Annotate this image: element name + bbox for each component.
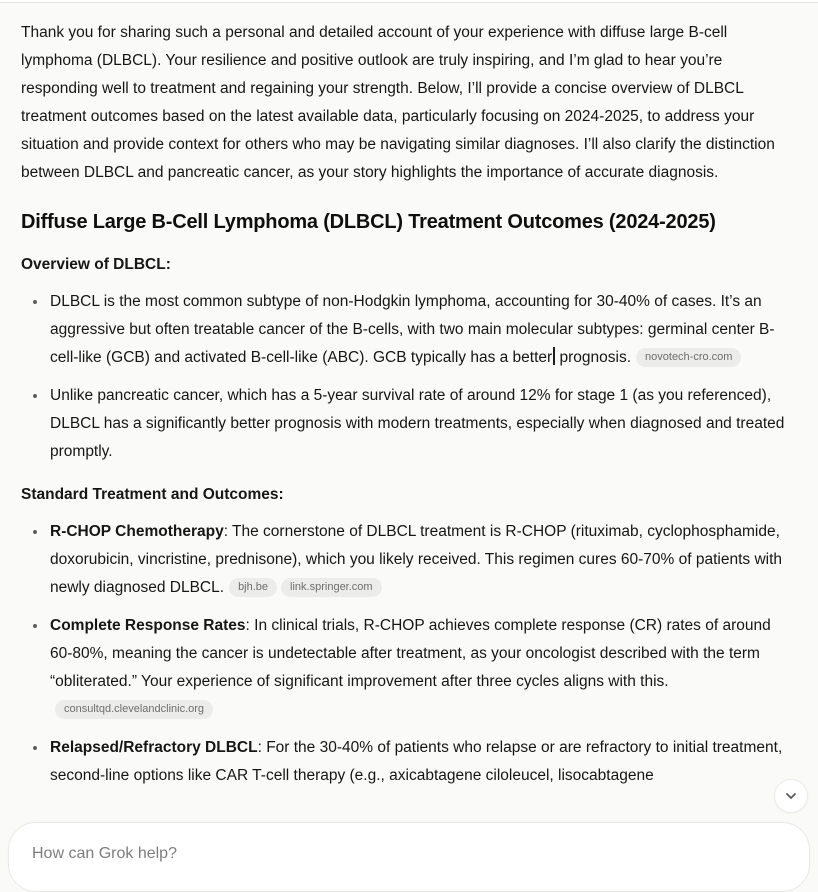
intro-paragraph: Thank you for sharing such a personal and detailed account of your experience with diffuse large B-cell lymphoma (DLBCL). Your resilience and positive outlook are truly inspiring, and I’m glad to hear you’re responding well to treatment and regaining your strength. Below, I’ll provide a concise overview of DLBCL treatment outcomes based on the latest available data, particularly focusing on 2024-2025, to address your situation and provide context for others who may be navigating similar diagnoses. I’ll also clarify the distinction between DLBCL and pancreatic cancer, as your story highlights the importance of accurate diagnosis. [21, 24, 775, 181]
subsection-label-treatment: Standard Treatment and Outcomes: [21, 486, 284, 503]
bullet-text: Unlike pancreatic cancer, which has a 5-year survival rate of around 12% for stage 1 (as you referenced), DLBCL has a significantly better prognosis with modern treatments, especially when diagnosed and treated promptly. [50, 387, 785, 460]
citation-pill[interactable]: bjh.be [229, 578, 277, 597]
citation-pill[interactable]: consultqd.clevelandclinic.org [55, 700, 213, 719]
bullet-bold-lead: Complete Response Rates [50, 617, 246, 634]
bullet-bold-lead: R-CHOP Chemotherapy [50, 523, 224, 540]
treatment-list [21, 518, 796, 790]
list-item [50, 734, 796, 790]
list-item [50, 518, 796, 602]
bullet-text: : In clinical trials, R-CHOP achieves complete response (CR) rates of around 60-80%, meaning the cancer is undetectable after treatment, as your oncologist described with the term “obliterated.” Your experience of significant improvement after three cycles aligns with this. [50, 617, 771, 690]
bullet-text: DLBCL is the most common subtype of non-Hodgkin lymphoma, accounting for 30-40% of cases. It’s an aggressive but often treatable cancer of the B-cells, with two main molecular subtypes: germinal center B-cell-like (GCB) and activated B-cell-like (ABC). GCB typically has a better [50, 293, 775, 366]
citation-pill[interactable]: novotech-cro.com [636, 348, 741, 367]
overview-list [21, 288, 796, 466]
bullet-text: : The cornerstone of DLBCL treatment is R-CHOP (rituximab, cyclophosphamide, doxorubicin, vincristine, prednisone), which you likely received. This regimen cures 60-70% of patients with newly diagnosed DLBCL. [50, 523, 783, 596]
chat-input-placeholder: How can Grok help? [32, 845, 177, 862]
bullet-text: prognosis. [555, 349, 632, 366]
subsection-label-overview: Overview of DLBCL: [21, 256, 171, 273]
list-item [50, 288, 796, 372]
assistant-message [0, 3, 818, 790]
bullet-text: : For the 30-40% of patients who relapse or are refractory to initial treatment, second-line options like CAR T-cell therapy (e.g., axicabtagene ciloleucel, lisocabtagene [50, 739, 783, 784]
chat-input-container[interactable] [8, 822, 810, 892]
citation-pill[interactable]: link.springer.com [281, 578, 382, 597]
list-item [50, 612, 796, 724]
bullet-bold-lead: Relapsed/Refractory DLBCL [50, 739, 258, 756]
chevron-down-icon [784, 789, 798, 803]
list-item [50, 382, 796, 466]
section-heading: Diffuse Large B-Cell Lymphoma (DLBCL) Treatment Outcomes (2024-2025) [21, 211, 716, 233]
scroll-to-bottom-button[interactable] [774, 779, 808, 813]
